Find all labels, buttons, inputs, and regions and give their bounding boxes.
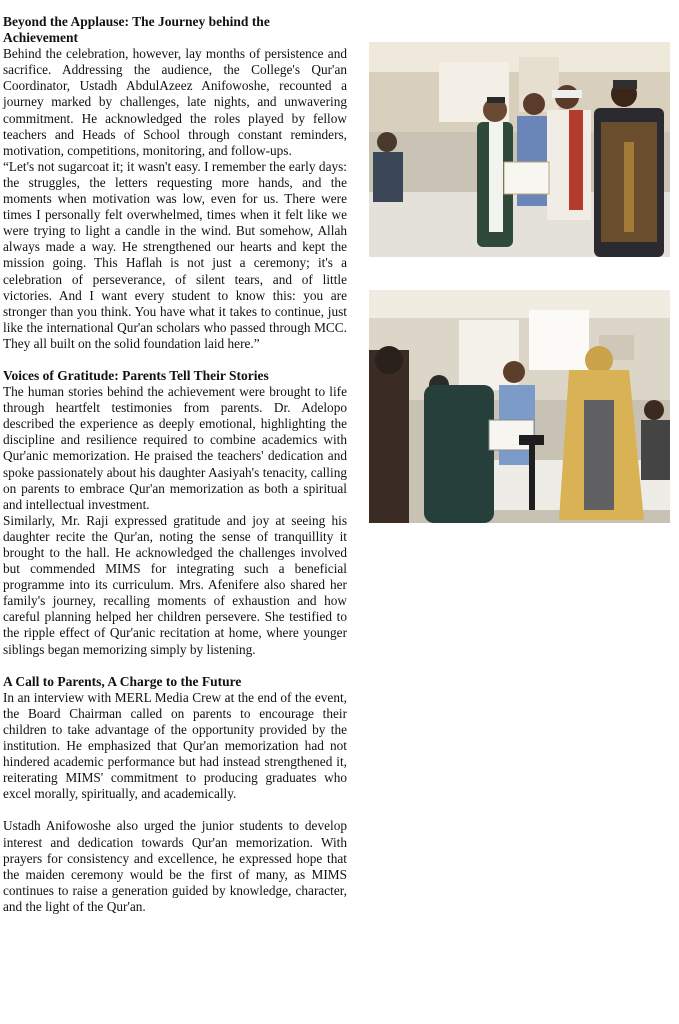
section-heading-gratitude: Voices of Gratitude: Parents Tell Their Stories (3, 367, 269, 383)
section-spacer (3, 802, 347, 818)
paragraph-journey-quote: “Let's not sugarcoat it; it wasn't easy. I remember the early days: the struggles, the letters requesting more hands, and the moments when motivation was low, even for us. There were times I personally felt overwhelmed, times when it felt like we were trying to light a candle in the wind. But somehow, Allah always made a way. He strengthened our hearts and kept the mission going. This Haflah is not just a ceremony; it's a celebration of perseverance, of silent tears, and of little victories. And I want every student to know this: you are stronger than you think. You have what it takes to continue, just like the international Qur'an scholars who passed through MCC. They all built on the solid foundation laid here.” (3, 158, 347, 351)
paragraph-gratitude-raji: Similarly, Mr. Raji expressed gratitude and joy at seeing his daughter recite the Qur'an, noting the sense of tranquillity it brought to the hall. He acknowledged the challenges involved but commended MIMS for integrating such a beneficial programme into its curriculum. Mrs. Afenifere also shared her family's journey, recalling moments of exhaustion and how careful planning helped her children persevere. She testified to the ripple effect of Qur'anic recitation at home, where younger siblings began memorizing simply by listening. (3, 512, 347, 657)
section-heading-call: A Call to Parents, A Charge to the Future (3, 673, 242, 689)
photo-certificate-presentation-female-student (369, 290, 670, 523)
paragraph-call-anifowoshe: Ustadh Anifowoshe also urged the junior students to develop interest and dedication towards Qur'an memorization. With prayers for consistency and excellence, he expressed hope that the maiden ceremony would be the first of many, as MIMS continues to raise a generation guided by knowledge, character, and the light of the Qur'an. (3, 818, 347, 914)
photo-illustration (369, 290, 670, 523)
paragraph-journey-intro: Behind the celebration, however, lay months of persistence and sacrifice. Addressing the audience, the College's Qur'an Coordinator, Ustadh AbdulAzeez Anifowoshe, recounted a journey marked by challenges, late nights, and unwavering commitment. He acknowledged the roles played by fellow teachers and Heads of School through constant reminders, motivation, competitions, monitoring, and follow-ups. (3, 46, 347, 158)
photo-certificate-presentation-student (369, 42, 670, 257)
paragraph-call-chairman: In an interview with MERL Media Crew at the end of the event, the Board Chairman called on parents to encourage their children to take advantage of the opportunity provided by the institution. He emphasized that Qur'an memorization had not hindered academic performance but had instead strengthened it, reiterating MIMS' commitment to producing graduates who excel morally, spiritually, and academically. (3, 689, 347, 802)
section-spacer (3, 658, 347, 674)
section-heading-journey: Beyond the Applause: The Journey behind the Achievement (3, 14, 270, 46)
section-spacer (3, 352, 347, 368)
photo-illustration (369, 42, 670, 257)
paragraph-gratitude-adelopo: The human stories behind the achievement were brought to life through heartfelt testimonies from parents. Dr. Adelopo described the experience as deeply emotional, highlighting the discipline and resilience required to combine academics with Qur'anic memorization. He praised the teachers' dedication and spoke passionately about his daughter Aasiyah's tenacity, calling on parents to embrace Qur'an memorization as both a spiritual and intellectual investment. (3, 384, 347, 512)
article-column (3, 14, 347, 915)
